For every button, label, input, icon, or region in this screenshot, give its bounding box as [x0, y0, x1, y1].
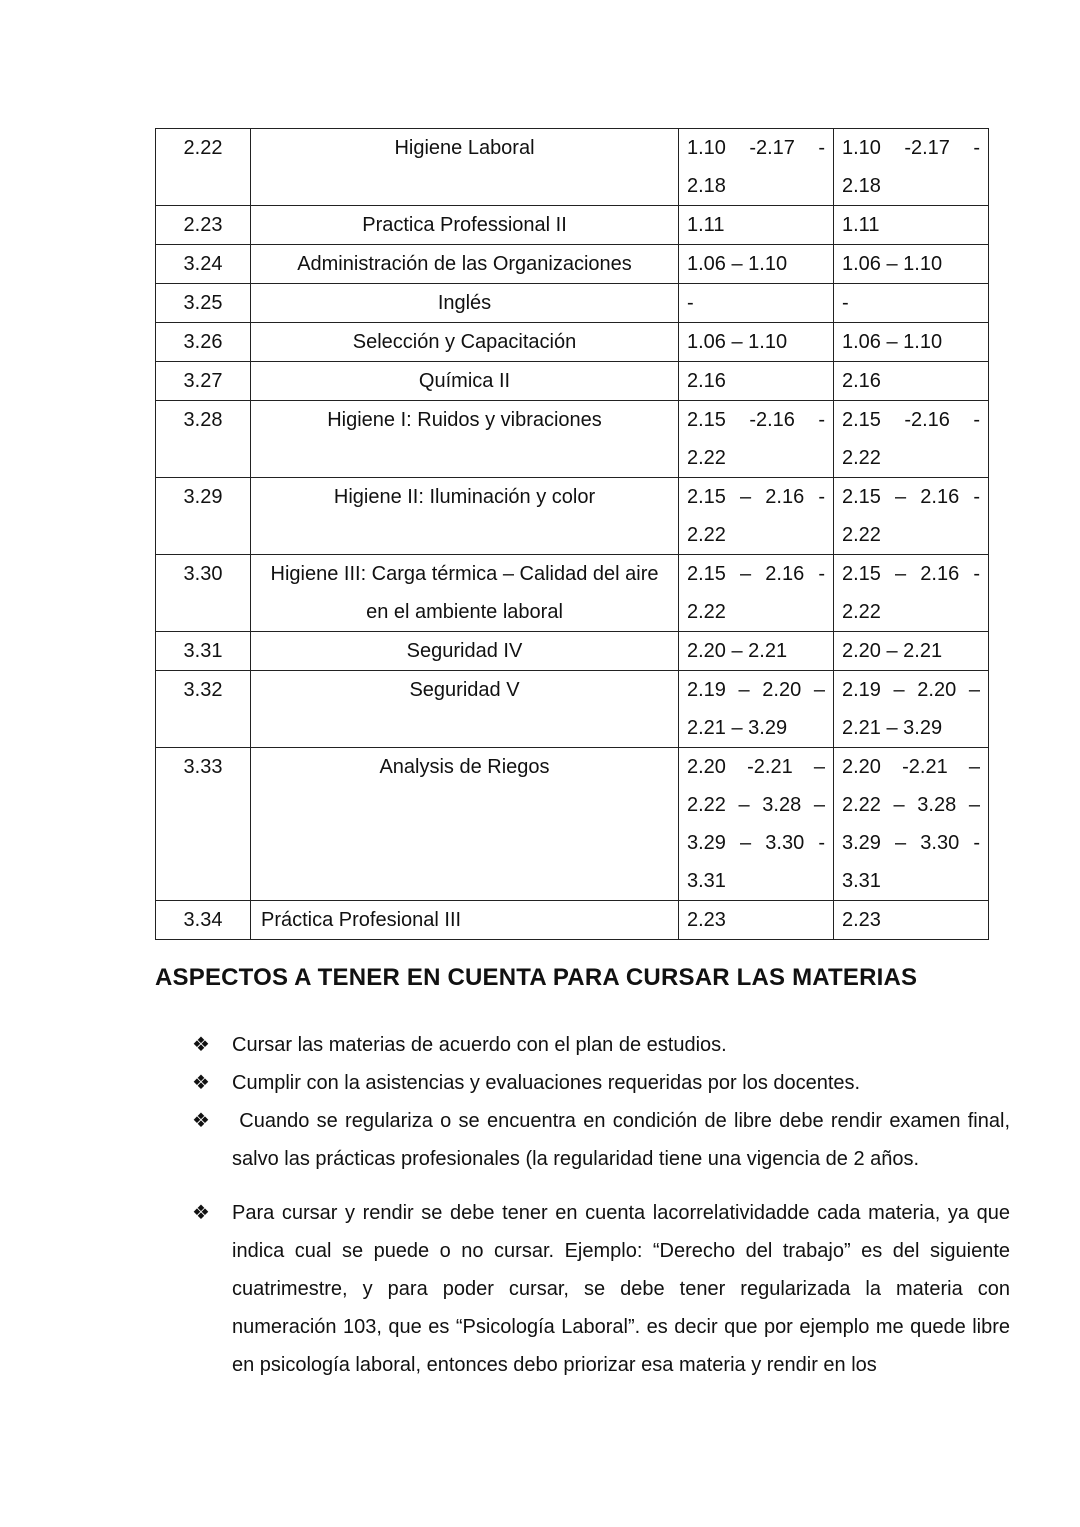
correlatives-to-attend	[679, 671, 834, 748]
correlative-line: 2.15 – 2.16 -	[687, 563, 825, 585]
correlative-line: 2.16	[687, 370, 726, 392]
subject-number: 3.34	[156, 901, 251, 940]
correlative-line: 2.22	[687, 447, 726, 469]
correlative-line: 2.18	[842, 175, 881, 197]
subject-name: Seguridad V	[251, 671, 679, 748]
subject-name: Analysis de Riegos	[251, 748, 679, 901]
diamond-bullet-icon: ❖	[192, 1072, 210, 1094]
table-row	[156, 362, 989, 401]
section-heading: ASPECTOS A TENER EN CUENTA PARA CURSAR LAS MATERIAS	[155, 964, 918, 991]
correlatives-to-pass	[834, 671, 989, 748]
correlatives-to-attend	[679, 323, 834, 362]
correlative-line: 2.22	[842, 601, 881, 623]
subject-number: 3.28	[156, 401, 251, 478]
subject-name: Higiene III: Carga térmica – Calidad del aire en el ambiente laboral	[251, 555, 679, 632]
subject-name: Higiene Laboral	[251, 129, 679, 206]
subject-number: 2.22	[156, 129, 251, 206]
correlative-line: -	[687, 292, 694, 314]
correlative-line: 2.20 – 2.21	[687, 640, 788, 662]
correlatives-to-pass	[834, 901, 989, 940]
subject-name: Química II	[251, 362, 679, 401]
bullet-text: Para cursar y rendir se debe tener en cuenta lacorrelatividadde cada materia, ya que indica cual se puede o no cursar. Ejemplo: “Derecho del trabajo” es del siguiente cuatrimestre, y para poder cursar, se debe tener regularizada la materia con numeración 103, que es “Psicología Laboral”. es decir que por ejemplo me quede libre en psicología laboral, entonces debo priorizar esa materia y rendir en los	[232, 1202, 1010, 1376]
correlatives-to-pass	[834, 284, 989, 323]
correlatives-to-pass	[834, 555, 989, 632]
correlative-line: 3.29 – 3.30 -	[842, 832, 980, 854]
correlative-line: 1.11	[687, 214, 725, 236]
correlatives-to-pass	[834, 206, 989, 245]
correlative-line: 2.20 -2.21 –	[687, 756, 825, 778]
table-row	[156, 671, 989, 748]
correlative-line: 2.21 – 3.29	[687, 717, 788, 739]
correlatives-to-pass	[834, 245, 989, 284]
correlative-line: 2.16	[842, 370, 881, 392]
correlativity-table	[155, 128, 989, 940]
correlative-line: 2.18	[687, 175, 726, 197]
subject-number: 3.24	[156, 245, 251, 284]
table-row	[156, 206, 989, 245]
subject-name: Practica Professional II	[251, 206, 679, 245]
correlatives-to-pass	[834, 323, 989, 362]
correlative-line: 1.06 – 1.10	[687, 331, 788, 353]
correlative-line: 2.21 – 3.29	[842, 717, 943, 739]
subject-name: Inglés	[251, 284, 679, 323]
correlatives-to-attend	[679, 245, 834, 284]
correlatives-to-pass	[834, 401, 989, 478]
correlative-line: 1.11	[842, 214, 880, 236]
correlative-line: 2.20 – 2.21	[842, 640, 943, 662]
diamond-bullet-icon: ❖	[192, 1202, 210, 1224]
correlative-line: 3.31	[842, 870, 881, 892]
correlative-line: 1.10 -2.17 -	[842, 137, 980, 159]
subject-number: 3.31	[156, 632, 251, 671]
subject-name: Administración de las Organizaciones	[251, 245, 679, 284]
correlatives-to-attend	[679, 478, 834, 555]
bullet-item	[192, 1102, 1016, 1178]
correlatives-to-attend	[679, 284, 834, 323]
subject-number: 3.29	[156, 478, 251, 555]
bullet-list	[192, 1026, 1016, 1384]
correlative-line: 2.22	[687, 601, 726, 623]
bullet-text: Cuando se regulariza o se encuentra en condición de libre debe rendir examen final, salvo las prácticas profesionales (la regularidad tiene una vigencia de 2 años.	[232, 1110, 1016, 1170]
correlatives-to-attend	[679, 362, 834, 401]
correlative-line: 2.15 -2.16 -	[842, 409, 980, 431]
bullet-text: Cumplir con la asistencias y evaluaciones requeridas por los docentes.	[232, 1072, 861, 1094]
correlatives-to-attend	[679, 901, 834, 940]
correlative-line: 2.20 -2.21 –	[842, 756, 980, 778]
bullet-item	[192, 1026, 1010, 1064]
table-row	[156, 401, 989, 478]
correlatives-to-attend	[679, 555, 834, 632]
subject-number: 3.30	[156, 555, 251, 632]
correlative-line: 2.19 – 2.20 –	[687, 679, 825, 701]
correlative-line: 1.06 – 1.10	[687, 253, 788, 275]
diamond-bullet-icon: ❖	[192, 1034, 210, 1056]
table-row	[156, 901, 989, 940]
subject-name: Práctica Profesional III	[251, 901, 679, 940]
correlative-line: 2.22 – 3.28 –	[842, 794, 980, 816]
subject-name: Higiene II: Iluminación y color	[251, 478, 679, 555]
correlatives-to-pass	[834, 129, 989, 206]
subject-number: 3.27	[156, 362, 251, 401]
table-row	[156, 632, 989, 671]
table-row	[156, 478, 989, 555]
correlative-line: 2.22	[842, 447, 881, 469]
correlatives-to-pass	[834, 478, 989, 555]
subject-number: 3.26	[156, 323, 251, 362]
correlatives-to-pass	[834, 632, 989, 671]
correlatives-to-pass	[834, 748, 989, 901]
table-row	[156, 748, 989, 901]
correlative-line: 2.22 – 3.28 –	[687, 794, 825, 816]
correlative-line: 2.23	[687, 909, 726, 931]
bullet-text: Cursar las materias de acuerdo con el plan de estudios.	[232, 1034, 727, 1056]
subject-number: 3.25	[156, 284, 251, 323]
correlative-line: 2.22	[687, 524, 726, 546]
table-row	[156, 129, 989, 206]
subject-number: 3.32	[156, 671, 251, 748]
correlative-line: 2.15 – 2.16 -	[687, 486, 825, 508]
correlative-line: 1.06 – 1.10	[842, 331, 943, 353]
table-row	[156, 284, 989, 323]
correlative-line: -	[842, 292, 849, 314]
correlative-line: 2.15 – 2.16 -	[842, 563, 980, 585]
correlative-line: 2.23	[842, 909, 881, 931]
subject-number: 3.33	[156, 748, 251, 901]
subject-name: Selección y Capacitación	[251, 323, 679, 362]
table-row	[156, 555, 989, 632]
correlative-line: 3.31	[687, 870, 726, 892]
correlative-line: 2.19 – 2.20 –	[842, 679, 980, 701]
diamond-bullet-icon: ❖	[192, 1110, 210, 1132]
table-row	[156, 245, 989, 284]
table-row	[156, 323, 989, 362]
correlative-line: 2.15 – 2.16 -	[842, 486, 980, 508]
correlative-line: 2.22	[842, 524, 881, 546]
correlative-line: 2.15 -2.16 -	[687, 409, 825, 431]
correlative-line: 1.06 – 1.10	[842, 253, 943, 275]
subject-number: 2.23	[156, 206, 251, 245]
bullet-item	[192, 1064, 1010, 1102]
subject-name: Higiene I: Ruidos y vibraciones	[251, 401, 679, 478]
correlatives-to-attend	[679, 632, 834, 671]
correlative-line: 3.29 – 3.30 -	[687, 832, 825, 854]
correlatives-to-attend	[679, 129, 834, 206]
subject-name: Seguridad IV	[251, 632, 679, 671]
correlative-line: 1.10 -2.17 -	[687, 137, 825, 159]
correlatives-to-pass	[834, 362, 989, 401]
bullet-item	[192, 1194, 1010, 1384]
correlatives-to-attend	[679, 748, 834, 901]
correlatives-to-attend	[679, 401, 834, 478]
correlatives-to-attend	[679, 206, 834, 245]
